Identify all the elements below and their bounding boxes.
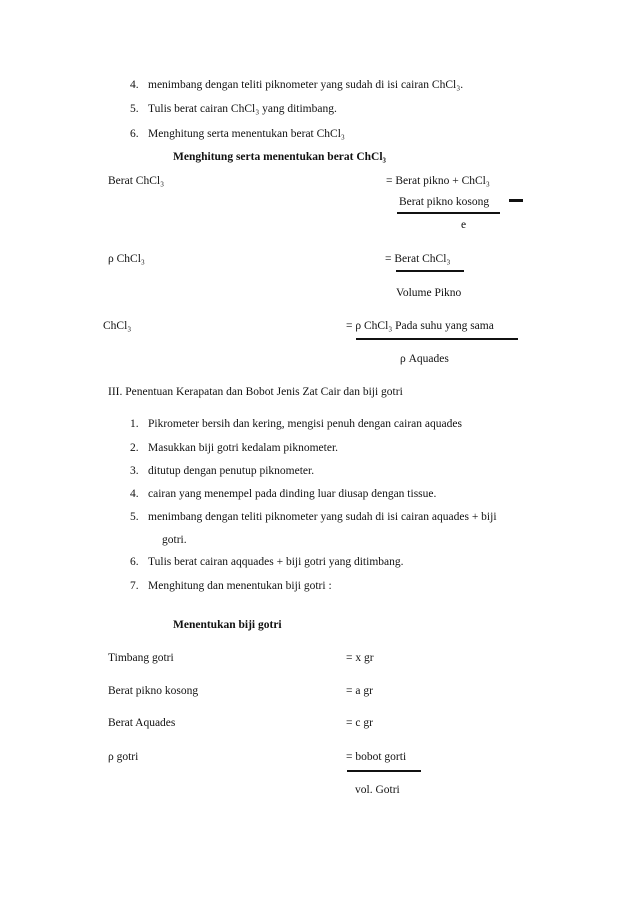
formula-subtrahend: Berat pikno kosong [399,196,490,208]
list-item-num: 3. [130,465,139,477]
list-item-text: Tulis berat cairan ChCl₃ yang ditimbang. [148,103,337,115]
section-title: III. Penentuan Kerapatan dan Bobot Jenis Zat Cair dan biji gotri [108,386,403,398]
value-amount: = bobot gorti [346,751,407,763]
fraction-line [396,270,464,272]
formula-label: ρ ChCl₃ [108,253,145,265]
list-item-text: Menghitung dan menentukan biji gotri : [148,580,332,592]
value-label: ρ gotri [108,751,139,763]
list-item-num: 7. [130,580,139,592]
list-item-text: Pikrometer bersih dan kering, mengisi penuh dengan cairan aquades [148,418,462,430]
fraction-line [397,212,500,214]
list-item-text: menimbang dengan teliti piknometer yang sudah di isi cairan aquades + biji [148,511,497,523]
section-heading: Menentukan biji gotri [173,619,282,631]
list-item-text: cairan yang menempel pada dinding luar diusap dengan tissue. [148,488,437,500]
list-item-text: menimbang dengan teliti piknometer yang sudah di isi cairan ChCl₃. [148,79,464,91]
section-heading: Menghitung serta menentukan berat ChCl₃ [173,151,387,163]
formula-label: ChCl₃ [103,320,132,332]
minus-sign [509,199,523,202]
formula-result: e [461,219,467,231]
list-item-text: Menghitung serta menentukan berat ChCl₃ [148,128,345,140]
value-label: Berat Aquades [108,717,176,729]
formula-denominator: Volume Pikno [396,287,462,299]
list-item-num: 5. [130,103,139,115]
fraction-line [356,338,518,340]
list-item-num: 1. [130,418,139,430]
list-item-num: 5. [130,511,139,523]
value-amount: = a gr [346,685,373,697]
list-item-num: 4. [130,79,139,91]
formula-denominator: vol. Gotri [355,784,400,796]
list-item-num: 4. [130,488,139,500]
formula-numerator: = ρ ChCl₃ Pada suhu yang sama [346,320,494,332]
formula-label: Berat ChCl₃ [108,175,165,187]
fraction-line [347,770,421,772]
value-label: Berat pikno kosong [108,685,199,697]
list-item-text: Masukkan biji gotri kedalam piknometer. [148,442,339,454]
value-label: Timbang gotri [108,652,174,664]
value-amount: = c gr [346,717,373,729]
list-item-num: 6. [130,128,139,140]
list-item-continuation: gotri. [162,534,187,546]
formula-numerator: = Berat ChCl₃ [385,253,451,265]
list-item-text: ditutup dengan penutup piknometer. [148,465,315,477]
list-item-num: 6. [130,556,139,568]
formula-denominator: ρ Aquades [400,353,449,365]
list-item-text: Tulis berat cairan aqquades + biji gotri yang ditimbang. [148,556,404,568]
list-item-num: 2. [130,442,139,454]
formula-rhs: = Berat pikno + ChCl₃ [386,175,490,187]
value-amount: = x gr [346,652,374,664]
